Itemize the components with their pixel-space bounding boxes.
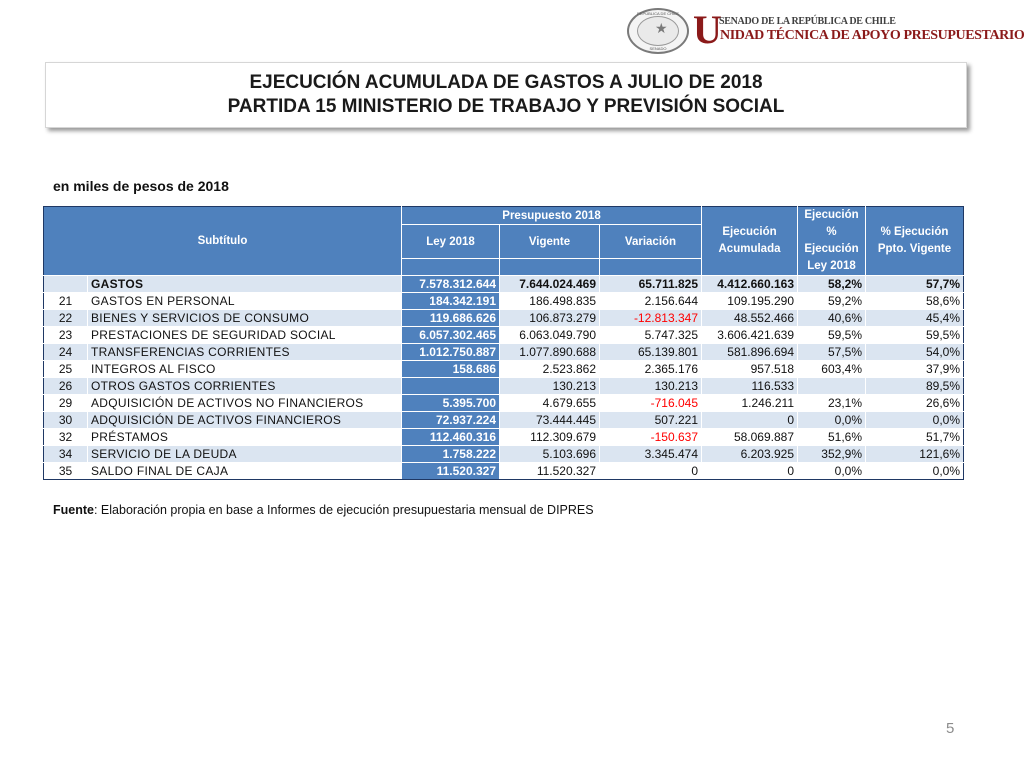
row-ley: 119.686.626 [402,310,500,327]
row-vigente: 1.077.890.688 [500,344,600,361]
logo-initial: U [693,7,722,52]
table-row [44,310,964,327]
table-row [44,327,964,344]
row-ley: 7.578.312.644 [402,276,500,293]
senate-seal-icon [627,8,689,54]
row-vigente: 7.644.024.469 [500,276,600,293]
row-variacion: 130.213 [600,378,702,395]
table-row [44,344,964,361]
row-vigente: 11.520.327 [500,463,600,480]
row-ejecucion: 58.069.887 [702,429,798,446]
row-ley: 1.758.222 [402,446,500,463]
row-pct-vigente: 54,0% [866,344,964,361]
header-variacion-pad [600,259,702,276]
row-name: GASTOS EN PERSONAL [88,293,402,310]
header-variacion: Variación [600,225,702,259]
row-pct-ley: 59,2% [798,293,866,310]
table-row [44,463,964,480]
table-row [44,412,964,429]
row-pct-vigente: 57,7% [866,276,964,293]
row-variacion: 0 [600,463,702,480]
row-code: 23 [44,327,88,344]
row-ejecucion: 48.552.466 [702,310,798,327]
row-pct-ley: 603,4% [798,361,866,378]
row-name: SALDO FINAL DE CAJA [88,463,402,480]
row-variacion: -150.637 [600,429,702,446]
row-vigente: 106.873.279 [500,310,600,327]
row-pct-ley: 51,6% [798,429,866,446]
row-vigente: 2.523.862 [500,361,600,378]
row-vigente: 6.063.049.790 [500,327,600,344]
source-label: Fuente [53,503,94,517]
row-name: OTROS GASTOS CORRIENTES [88,378,402,395]
row-pct-vigente: 26,6% [866,395,964,412]
row-code: 24 [44,344,88,361]
table-row [44,293,964,310]
header-ejecucion-acumulada: Ejecución Acumulada [702,207,798,276]
header-ley-pad [402,259,500,276]
row-name: ADQUISICIÓN DE ACTIVOS NO FINANCIEROS [88,395,402,412]
row-name: PRÉSTAMOS [88,429,402,446]
header-vigente-pad [500,259,600,276]
row-code [44,276,88,293]
header-vigente: Vigente [500,225,600,259]
row-ley: 112.460.316 [402,429,500,446]
row-name: INTEGROS AL FISCO [88,361,402,378]
table-row [44,276,964,293]
row-name: ADQUISICIÓN DE ACTIVOS FINANCIEROS [88,412,402,429]
row-code: 34 [44,446,88,463]
units-note: en miles de pesos de 2018 [53,178,229,194]
row-ley: 72.937.224 [402,412,500,429]
row-ley: 6.057.302.465 [402,327,500,344]
seal-emblem [637,16,679,46]
row-pct-ley [798,378,866,395]
row-pct-ley: 40,6% [798,310,866,327]
row-vigente: 4.679.655 [500,395,600,412]
row-name: SERVICIO DE LA DEUDA [88,446,402,463]
seal-bottom-text: SENADO [649,46,667,51]
title-line-1: EJECUCIÓN ACUMULADA DE GASTOS A JULIO DE 2018 [249,72,763,93]
row-pct-ley: 57,5% [798,344,866,361]
row-ejecucion: 1.246.211 [702,395,798,412]
row-variacion: 5.747.325 [600,327,702,344]
page-number: 5 [946,720,955,737]
row-variacion: 3.345.474 [600,446,702,463]
row-ejecucion: 3.606.421.639 [702,327,798,344]
row-pct-vigente: 59,5% [866,327,964,344]
row-ejecucion: 957.518 [702,361,798,378]
source-text: : Elaboración propia en base a Informes de ejecución presupuestaria mensual de DIPRES [93,503,594,517]
row-vigente: 112.309.679 [500,429,600,446]
row-ejecucion: 0 [702,412,798,429]
row-variacion: -716.045 [600,395,702,412]
star-icon: ★ [655,20,668,36]
budget-table [43,206,964,480]
row-pct-vigente: 121,6% [866,446,964,463]
table-row [44,378,964,395]
row-variacion: -12.813.347 [600,310,702,327]
org-name-line2: NIDAD TÉCNICA DE APOYO PRESUPUESTARIO [720,28,1024,43]
title-box [45,62,967,128]
row-code: 35 [44,463,88,480]
row-name: BIENES Y SERVICIOS DE CONSUMO [88,310,402,327]
row-pct-vigente: 89,5% [866,378,964,395]
org-name-line1: SENADO DE LA REPÚBLICA DE CHILE [719,16,896,27]
row-code: 30 [44,412,88,429]
header-presupuesto: Presupuesto 2018 [402,207,702,225]
header-pct-vigente: % Ejecución Ppto. Vigente [866,207,964,276]
row-ley: 158.686 [402,361,500,378]
row-pct-vigente: 51,7% [866,429,964,446]
row-variacion: 2.365.176 [600,361,702,378]
row-vigente: 186.498.835 [500,293,600,310]
header-ley: Ley 2018 [402,225,500,259]
table-row [44,446,964,463]
table-row [44,361,964,378]
row-ejecucion: 4.412.660.163 [702,276,798,293]
row-ejecucion: 581.896.694 [702,344,798,361]
row-pct-ley: 352,9% [798,446,866,463]
row-pct-ley: 23,1% [798,395,866,412]
row-code: 21 [44,293,88,310]
row-code: 32 [44,429,88,446]
row-code: 25 [44,361,88,378]
row-pct-vigente: 58,6% [866,293,964,310]
row-ejecucion: 109.195.290 [702,293,798,310]
row-ejecucion: 6.203.925 [702,446,798,463]
row-ley: 11.520.327 [402,463,500,480]
row-vigente: 5.103.696 [500,446,600,463]
row-ley: 5.395.700 [402,395,500,412]
row-variacion: 65.139.801 [600,344,702,361]
row-pct-vigente: 45,4% [866,310,964,327]
row-ejecucion: 0 [702,463,798,480]
row-code: 26 [44,378,88,395]
row-variacion: 507.221 [600,412,702,429]
row-name: GASTOS [88,276,402,293]
row-ejecucion: 116.533 [702,378,798,395]
row-ley [402,378,500,395]
row-variacion: 65.711.825 [600,276,702,293]
row-pct-ley: 0,0% [798,412,866,429]
senate-logo [622,6,1024,56]
header-subtitulo: Subtítulo [44,207,402,276]
row-pct-vigente: 37,9% [866,361,964,378]
row-pct-ley: 58,2% [798,276,866,293]
row-ley: 184.342.191 [402,293,500,310]
row-code: 22 [44,310,88,327]
title-line-2: PARTIDA 15 MINISTERIO DE TRABAJO Y PREVISIÓN SOCIAL [227,96,785,117]
row-variacion: 2.156.644 [600,293,702,310]
header-pct-ley: Ejecución % Ejecución Ley 2018 [798,207,866,276]
row-ley: 1.012.750.887 [402,344,500,361]
table-row [44,429,964,446]
row-pct-vigente: 0,0% [866,463,964,480]
row-code: 29 [44,395,88,412]
row-name: PRESTACIONES DE SEGURIDAD SOCIAL [88,327,402,344]
table-row [44,395,964,412]
row-pct-ley: 59,5% [798,327,866,344]
row-name: TRANSFERENCIAS CORRIENTES [88,344,402,361]
seal-top-text: REPÚBLICA DE CHILE [636,11,679,16]
row-pct-ley: 0,0% [798,463,866,480]
row-vigente: 130.213 [500,378,600,395]
row-vigente: 73.444.445 [500,412,600,429]
source-note [53,503,594,517]
row-pct-vigente: 0,0% [866,412,964,429]
